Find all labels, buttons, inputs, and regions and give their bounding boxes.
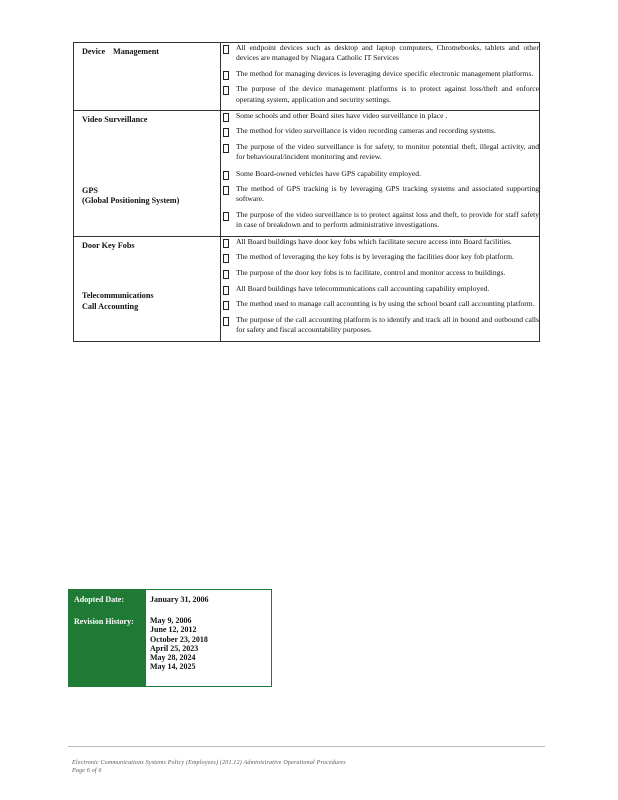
table-row: [74, 236, 540, 341]
dates-values: [145, 590, 271, 686]
bullet-item: [221, 169, 539, 179]
description-cell: [221, 43, 540, 111]
table-row: [74, 111, 540, 237]
bullet-list: [221, 111, 539, 163]
revision-date: October 23, 2018: [150, 634, 208, 644]
bullet-text: The method for managing devices is leveraging device specific electronic management platforms.: [236, 68, 534, 78]
bullet-box-icon: [223, 71, 229, 80]
bullet-box-icon: [223, 317, 229, 326]
bullet-text: All Board buildings have door key fobs which facilitate secure access into Board facilities.: [236, 236, 512, 246]
adopted-date-value: January 31, 2006: [150, 595, 209, 604]
bullet-item: [221, 126, 539, 136]
page-number: Page 6 of 6: [72, 768, 102, 774]
footer: [72, 759, 346, 775]
category-line: Door Key Fobs: [82, 240, 135, 250]
category-line: (Global Positioning System): [82, 196, 180, 206]
description-cell: [221, 236, 540, 341]
adopted-date-label: Adopted Date:: [74, 595, 124, 604]
category-label: [74, 182, 220, 207]
revision-history-label: Revision History:: [74, 617, 134, 626]
revision-date: April 25, 2023: [150, 643, 199, 653]
bullet-box-icon: [223, 144, 229, 153]
bullet-text: All endpoint devices such as desktop and laptop computers, Chromebooks, tablets and other devices are managed by Niagara Catholic IT Services: [236, 43, 539, 63]
category-label: [74, 237, 220, 252]
bullet-text: The purpose of the door key fobs is to facilitate, control and monitor access to buildings.: [236, 267, 506, 277]
dates-labels: [69, 590, 145, 686]
footer-title: Electronic Communications Systems Policy (Employees) (201.12) Administrative Operational Procedures: [72, 760, 346, 766]
policy-table: [73, 42, 540, 342]
category-cell: [74, 43, 221, 111]
bullet-item: [221, 111, 539, 121]
bullet-box-icon: [223, 301, 229, 310]
description-cell: [221, 111, 540, 237]
bullet-item: [221, 237, 539, 247]
bullet-text: The method used to manage call accounting is by using the school board call accounting platform.: [236, 299, 535, 309]
revision-date: May 14, 2025: [150, 662, 196, 672]
bullet-item: [221, 142, 539, 163]
bullet-text: Some schools and other Board sites have video surveillance in place .: [236, 111, 448, 121]
bullet-box-icon: [223, 254, 229, 263]
category-label: [74, 111, 220, 126]
category-line: GPS: [82, 185, 98, 195]
category-cell: [74, 111, 221, 237]
bullet-box-icon: [223, 86, 229, 95]
bullet-item: [221, 43, 539, 64]
bullet-box-icon: [223, 113, 229, 122]
bullet-item: [221, 268, 539, 278]
bullet-text: The purpose of the call accounting platform is to identify and track all in bound and outbound calls for safety and fiscal accountability purposes.: [236, 314, 539, 335]
category-label: [74, 287, 220, 312]
category-label: [74, 43, 220, 58]
category-cell: [74, 236, 221, 341]
bullet-text: The method for video surveillance is video recording cameras and recording systems.: [236, 126, 496, 136]
bullet-box-icon: [223, 128, 229, 137]
bullet-item: [221, 284, 539, 294]
bullet-list: [221, 169, 539, 231]
category-line: Telecommunications: [82, 291, 154, 301]
bullet-list: [221, 284, 539, 336]
footer-divider: [68, 746, 545, 747]
dates-box: [68, 589, 272, 687]
bullet-text: All Board buildings have telecommunications call accounting capability employed.: [236, 283, 490, 293]
bullet-text: Some Board-owned vehicles have GPS capability employed.: [236, 168, 421, 178]
revision-date: May 9, 2006: [150, 616, 192, 626]
revision-list: [150, 616, 271, 671]
bullet-item: [221, 210, 539, 231]
category-line: Video Surveillance: [82, 115, 148, 125]
table-row: [74, 43, 540, 111]
bullet-box-icon: [223, 45, 229, 54]
bullet-item: [221, 299, 539, 309]
bullet-text: The purpose of the video surveillance is for safety, to monitor potential theft, illegal activity, and for behavioural/incident monitoring and review.: [236, 141, 539, 162]
bullet-box-icon: [223, 286, 229, 295]
bullet-item: [221, 252, 539, 262]
revision-date: June 12, 2012: [150, 625, 197, 635]
bullet-item: [221, 315, 539, 336]
bullet-list: [221, 43, 539, 105]
bullet-box-icon: [223, 212, 229, 221]
bullet-text: The purpose of the video surveillance is to protect against loss and theft, to provide for staff safety in case of breakdown and to perform administrative investigations.: [236, 209, 539, 230]
bullet-box-icon: [223, 186, 229, 195]
bullet-item: [221, 184, 539, 205]
bullet-item: [221, 69, 539, 79]
bullet-box-icon: [223, 171, 229, 180]
bullet-item: [221, 84, 539, 105]
bullet-box-icon: [223, 270, 229, 279]
bullet-text: The purpose of the device management platforms is to protect against loss/theft and enforce operating system, application and security settings.: [236, 84, 539, 104]
category-line: Device Management: [82, 47, 159, 56]
category-line: Call Accounting: [82, 301, 139, 311]
bullet-box-icon: [223, 239, 229, 248]
bullet-text: The method of GPS tracking is by leveraging GPS tracking systems and associated supporting software.: [236, 184, 539, 204]
bullet-list: [221, 237, 539, 278]
bullet-text: The method of leveraging the key fobs is by leveraging the facilities door key fob platform.: [236, 252, 514, 262]
revision-date: May 28, 2024: [150, 653, 196, 663]
